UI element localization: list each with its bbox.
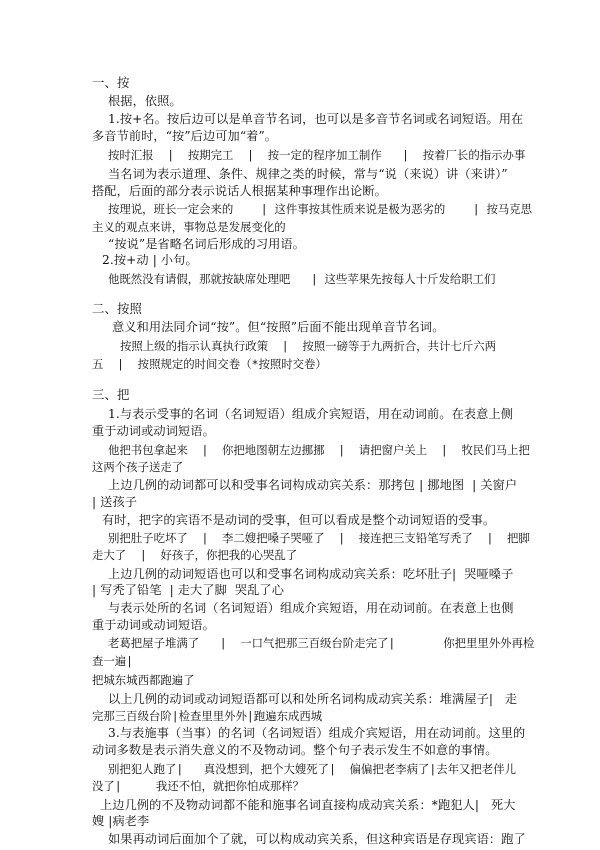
text-line: “按说”是省略名词后形成的习用语。 — [108, 236, 305, 251]
text-line: 当名词为表示道理、条件、规律之类的时候，常与“说（来说）讲（来讲）” — [108, 166, 508, 181]
text-line: 重于动词或动词短语。 — [92, 617, 215, 632]
section-heading-ba: 三、把 — [92, 387, 130, 403]
example-line: 别把犯人跑了| 真没想到，把个大嫂死了| 偏偏把老李病了|去年又把老伴儿 — [108, 761, 516, 776]
text-line: 搭配，后面的部分表示说话人根据某种事理作出论断。 — [92, 183, 387, 198]
text-line: | 写秃了铅笔 | 走大了脚 哭乱了心 — [92, 583, 284, 598]
example-line: 主义的观点来讲，事物总是发展变化的 — [92, 219, 286, 234]
text-line: 3.与表施事（当事）的名词（名词短语）组成介宾短语，用在动词前。这里的 — [108, 726, 526, 741]
example-line: 这两个孩子送走了 — [92, 459, 184, 474]
text-line: 上边几例的动词都可以和受事名词构成动宾关系：那拷包 | 挪地图 | 关窗户 — [108, 478, 518, 493]
example-line: 把城东城西都跑遍了 — [92, 673, 195, 688]
example-line: 他既然没有请假，那就按缺席处理吧 | 这些苹果先按每人十斤发给职工们 — [108, 271, 496, 286]
section-heading-an: 一、按 — [92, 75, 130, 90]
example-line: 别把肚子吃坏了 | 李二嫂把嗓子哭哑了 | 接连把三支铅笔写秃了 | 把脚 — [108, 531, 530, 546]
text-line: 多音节前时，“按”后边可加“着”。 — [92, 128, 278, 143]
example-line: 他把书包拿起来 | 你把地图朝左边挪挪 | 请把窗户关上 | 牧民们马上把 — [108, 443, 530, 458]
example-line: 没了| 我还不怕，就把你怕成那样？ — [92, 779, 305, 794]
example-line: 按理说，班长一定会来的 | 这件事按其性质来说是极为恶劣的 | 按马克思 — [108, 202, 533, 217]
text-line: | 送孩子 — [92, 495, 138, 510]
definition-line: 根据，依照。 — [108, 93, 182, 108]
text-line: 嫂 |病老李 — [92, 814, 150, 829]
text-line: 意义和用法同介词“按”。但“按照”后面不能出现单音节名词。 — [112, 320, 445, 335]
text-line: 与表示处所的名词（名词短语）组成介宾短语，用在动词前。在表意上也侧 — [108, 600, 514, 615]
text-line: 以上几例的动词或动词短语都可以和处所名词构成动宾关系：堆满屋子| 走 — [108, 691, 518, 706]
text-line: 动词多数是表示消失意义的不及物动词。整个句子表示发生不如意的事情。 — [92, 743, 498, 757]
example-line: 按时汇报 | 按期完工 | 按一定的程序加工制作 | 按着厂长的指示办事 — [108, 148, 526, 163]
example-line: 老葛把屋子堆满了 | 一口气把那三百级台阶走完了| 你把里里外外再检 — [108, 636, 535, 651]
text-line: 重于动词或动词短语。 — [92, 423, 215, 438]
example-line: 按照上级的指示认真执行政策 | 按照一磅等于九两折合，共计七斤六两 — [120, 338, 497, 353]
example-line: 走大了 | 好孩子，你把我的心哭乱了 — [92, 548, 298, 563]
text-line: 上边几例的动词短语也可以和受事名词构成动宾关系：吃坏肚子| 哭哑嗓子 — [108, 566, 514, 581]
text-line: 如果再动词后面加个了就，可以构成动宾关系，但这种宾语是存现宾语：跑了 — [108, 832, 526, 847]
example-line: 五 | 按照规定的时间交卷（*按照时交卷） — [92, 356, 327, 371]
text-line: 上边几例的不及物动词都不能和施事名词直接构成动宾关系：*跑犯人| 死大 — [100, 797, 516, 812]
text-line: 有时，把字的宾语不是动词的受事，但可以看成是整个动词短语的受事。 — [102, 512, 496, 527]
section-heading-anzhao: 二、按照 — [92, 300, 142, 316]
text-line: 1.按+名。按后边可以是单音节名词，也可以是多音节名词或名词短语。用在 — [108, 112, 524, 127]
text-line: 1.与表示受事的名词（名词短语）组成介宾短语，用在动词前。在表意上侧 — [108, 406, 514, 421]
example-line: 查一遍| — [92, 653, 134, 668]
example-line: 完那三百级台阶|检查里里外外|跑遍东成西城 — [92, 708, 323, 723]
text-line: 2.按+动 | 小句。 — [102, 253, 198, 268]
